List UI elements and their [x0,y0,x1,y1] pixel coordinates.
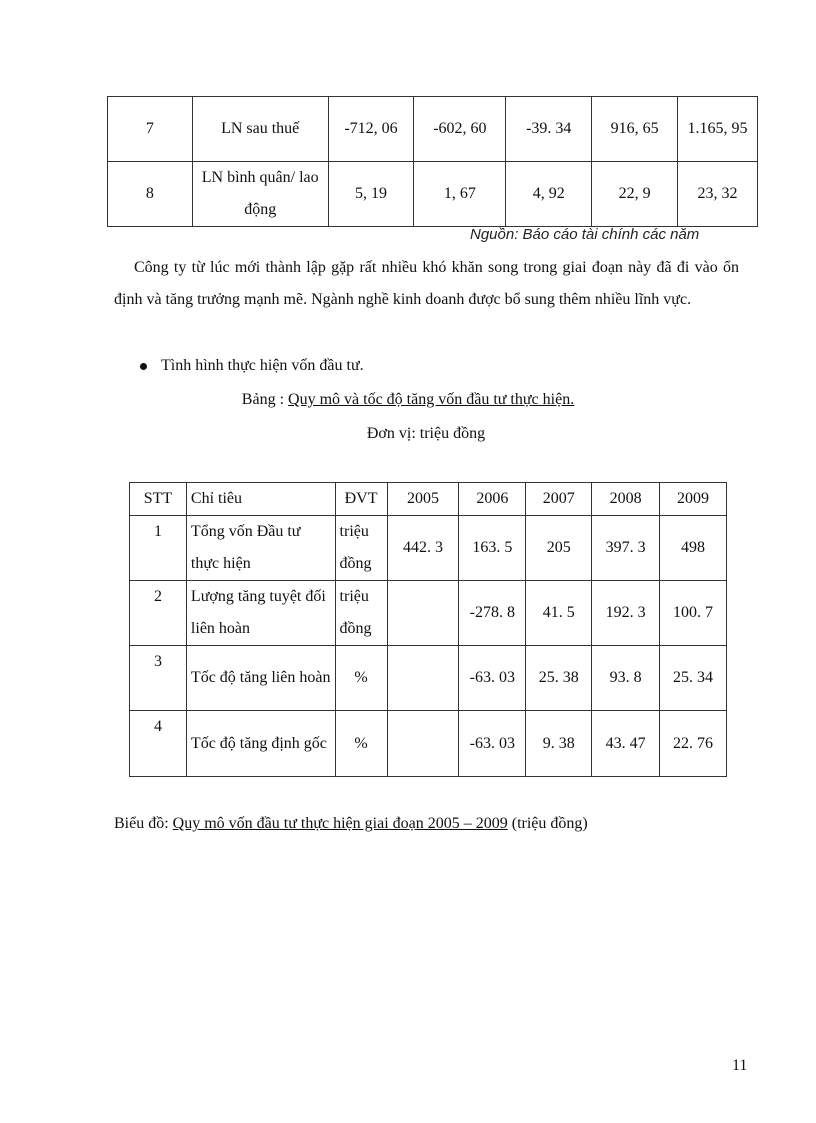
value-cell: 43. 47 [592,711,660,777]
value-cell: 916, 65 [592,97,678,162]
header-cell: 2006 [459,483,526,516]
header-cell: 2008 [592,483,660,516]
table-row [108,162,758,227]
caption-prefix: Bảng : [241,391,289,408]
stt-cell: 1 [130,516,187,581]
unit-cell: % [335,711,387,777]
table-row [130,646,727,711]
value-cell: 205 [526,516,592,581]
value-cell: 22. 76 [660,711,727,777]
header-row [130,483,727,516]
value-cell: 4, 92 [506,162,592,227]
value-cell: -712, 06 [328,97,414,162]
header-cell: 2005 [387,483,459,516]
unit-cell: triệu đồng [335,581,387,646]
value-cell: 397. 3 [592,516,660,581]
value-cell: -39. 34 [506,97,592,162]
value-cell: 25. 38 [526,646,592,711]
paragraph-text: Công ty từ lúc mới thành lập gặp rất nhiều khó khăn song trong giai đoạn này đã đi vào ổn định và tăng trưởng mạnh mẽ. Ngành nghề kinh doanh được bổ sung thêm nhiều lĩnh vực. [114,259,739,308]
stt-cell: 3 [130,646,187,711]
caption-title: Quy mô và tốc độ tăng vốn đầu tư thực hiện. [288,391,575,408]
chart-caption-suffix: (triệu đồng) [507,815,588,832]
value-cell: 1.165, 95 [678,97,758,162]
value-cell: -602, 60 [414,97,506,162]
page-number: 11 [732,1057,748,1074]
header-cell: Chỉ tiêu [186,483,335,516]
chart-caption-title: Quy mô vốn đầu tư thực hiện giai đoạn 2005 – 2009 [172,815,508,832]
bullet-item [140,350,364,382]
chart-caption-prefix: Biểu đồ: [114,815,173,832]
stt-cell: 2 [130,581,187,646]
header-cell: STT [130,483,187,516]
value-cell: 100. 7 [660,581,727,646]
table-source: Nguồn: Báo cáo tài chính các năm [470,226,700,243]
header-cell: 2007 [526,483,592,516]
stt-cell: 4 [130,711,187,777]
value-cell: -63. 03 [459,646,526,711]
value-cell [387,581,459,646]
value-cell: 93. 8 [592,646,660,711]
value-cell: 1, 67 [414,162,506,227]
value-cell: 498 [660,516,727,581]
table-row [130,516,727,581]
value-cell: -63. 03 [459,711,526,777]
chart-caption [114,808,588,840]
value-cell: 5, 19 [328,162,414,227]
stt-cell: 8 [108,162,193,227]
value-cell: 442. 3 [387,516,459,581]
bullet-text: Tình hình thực hiện vốn đầu tư. [161,357,364,374]
value-cell: 9. 38 [526,711,592,777]
table-row [108,97,758,162]
label-cell: Lượng tăng tuyệt đối liên hoàn [186,581,335,646]
unit-cell: triệu đồng [335,516,387,581]
table-row [130,711,727,777]
value-cell: 25. 34 [660,646,727,711]
value-cell [387,711,459,777]
value-cell: 41. 5 [526,581,592,646]
value-cell [387,646,459,711]
investment-table [129,482,727,777]
label-cell: Tổng vốn Đầu tư thực hiện [186,516,335,581]
label-cell: Tốc độ tăng định gốc [186,711,335,777]
value-cell: 23, 32 [678,162,758,227]
value-cell: -278. 8 [459,581,526,646]
stt-cell: 7 [108,97,193,162]
header-cell: ĐVT [335,483,387,516]
profit-table [107,96,758,227]
label-cell: LN sau thuế [192,97,328,162]
header-cell: 2009 [660,483,727,516]
unit-label: Đơn vị: triệu đồng [366,425,486,442]
table-row [130,581,727,646]
value-cell: 163. 5 [459,516,526,581]
label-cell: LN bình quân/ lao động [192,162,328,227]
value-cell: 192. 3 [592,581,660,646]
bullet-icon [140,363,147,370]
value-cell: 22, 9 [592,162,678,227]
body-paragraph [114,252,739,316]
table-caption [0,384,816,416]
label-cell: Tốc độ tăng liên hoàn [186,646,335,711]
unit-cell: % [335,646,387,711]
